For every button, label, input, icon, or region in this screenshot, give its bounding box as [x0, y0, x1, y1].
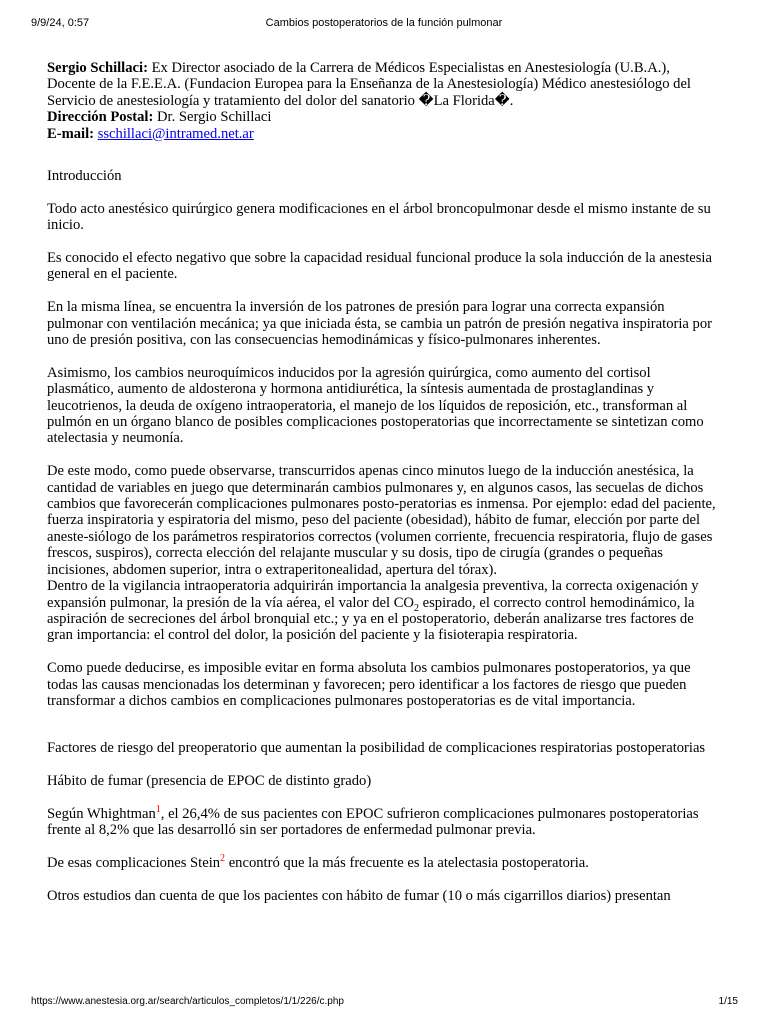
print-header — [0, 0, 768, 40]
paragraph-whightman-b: , el 26,4% de sus pacientes con EPOC sufrieron complicaciones pulmonares postoperatorias frente al 8,2% que las desarrolló sin ser portadores de enfermedad pulmonar previa. — [47, 805, 699, 839]
print-title: Cambios postoperatorios de la función pulmonar — [265, 17, 503, 29]
intro-heading: Introducción — [47, 168, 122, 185]
article-body — [47, 60, 721, 904]
print-footer — [0, 996, 768, 1016]
postal-address-value: Dr. Sergio Schillaci — [156, 109, 272, 126]
subheading-smoking: Hábito de fumar (presencia de EPOC de distinto grado) — [47, 773, 372, 790]
paragraph-4: Asimismo, los cambios neuroquímicos inducidos por la agresión quirúrgica, como aumento del cortisol plasmático, aumento de aldosterona y hormona antidiurética, la síntesis aumentada de prostaglandinas y leucotrienos, la deuda de oxígeno intraoperatoria, el manejo de los líquidos de reposición, etc., transforman al pulmón en un órgano blanco de posibles complicaciones postoperatorias que incorrectamente se sintetizan como atelectasia y neumonía. — [47, 364, 704, 447]
paragraph-6-part-b: espirado, el correcto control hemodinámico, la aspiración de secreciones del árbol bronquial etc.; y ya en el postoperatorio, deberán analizarse tres factores de gran importancia: el control del dolor, la posición del paciente y la fisioterapia respiratoria. — [47, 594, 695, 644]
print-datetime: 9/9/24, 0:57 — [31, 17, 90, 29]
paragraph-2: Es conocido el efecto negativo que sobre la capacidad residual funcional produce la sola inducción de la anestesia general en el paciente. — [47, 250, 712, 283]
paragraph-other-studies: Otros estudios dan cuenta de que los pacientes con hábito de fumar (10 o más cigarrillos diarios) presentan — [47, 887, 671, 904]
paragraph-stein-b: encontró que la más frecuente es la atelectasia postoperatoria. — [225, 855, 589, 872]
email-link[interactable]: sschillaci@intramed.net.ar — [97, 125, 254, 142]
section-heading-risk-factors: Factores de riesgo del preoperatorio que aumentan la posibilidad de complicaciones respiratorias postoperatorias — [47, 740, 706, 757]
author-name-label: Sergio Schillaci: — [47, 60, 148, 76]
paragraph-6 — [47, 578, 721, 644]
paragraph-whightman-a: Según Whightman — [47, 805, 156, 822]
author-bio: Ex Director asociado de la Carrera de Médicos Especialistas en Anestesiología (U.B.A.), Docente de la F.E.E.A. (Fundacion Europea para la Enseñanza de la Anestesiología) Médico anestesiólogo del Servicio de anestesiología y tratamiento del dolor del sanatorio �La Florida�. — [47, 60, 691, 109]
email-line — [47, 126, 721, 142]
author-bio-block — [47, 60, 721, 109]
paragraph-1: Todo acto anestésico quirúrgico genera modificaciones en el árbol broncopulmonar desde el mismo instante de su inicio. — [47, 200, 711, 234]
paragraph-stein-a: De esas complicaciones Stein — [47, 855, 221, 872]
paragraph-5: De este modo, como puede observarse, transcurridos apenas cinco minutos luego de la inducción anestésica, la cantidad de variables en juego que determinarán cambios pulmonares y, en algunos casos, las secuelas de dichos cambios que favorecerán complicaciones pulmonares posto-peratorias es inmensa. Por ejemplo: edad del paciente, fuerza inspiratoria y espiratoria del mismo, peso del paciente (obesidad), hábito de fumar, elección por parte del aneste-siólogo de los parámetros respiratorios correctos (volumen corriente, frecuencia respiratoria, flujo de gases frescos, suspiros), correcta elección del relajante muscular y su dosis, tipo de cirugía (grandes o pequeñas incisiones, abdomen superior, intra o extraperitonealidad, apertura del tórax). — [47, 463, 716, 578]
reference-1[interactable]: 1 — [155, 804, 161, 816]
paragraph-3: En la misma línea, se encuentra la inversión de los patrones de presión para lograr una correcta expansión pulmonar con ventilación mecánica; ya que iniciada ésta, se cambia un patrón de presión negativa inspiratoria por uno de presión positiva, con las consecuencias hemodinámicas y físico-pulmonares inherentes. — [47, 299, 712, 349]
email-label: E-mail: — [47, 125, 95, 142]
co2-subscript: 2 — [413, 602, 419, 614]
paragraph-stein — [47, 855, 721, 871]
page-number: 1/15 — [718, 996, 738, 1007]
reference-2[interactable]: 2 — [220, 853, 226, 865]
paragraph-7: Como puede deducirse, es imposible evitar en forma absoluta los cambios pulmonares postoperatorios, ya que todas las causas mencionadas los determinan y favorecen; pero identificar a los factores de riesgo que pueden transformar a dichos cambios en complicaciones pulmonares postoperatorias es de vital importancia. — [47, 660, 691, 709]
paragraph-whightman — [47, 806, 721, 839]
paragraph-6-part-a: Dentro de la vigilancia intraoperatoria adquirirán importancia la analgesia preventiva, la correcta oxigenación y expansión pulmonar, la presión de la vía aérea, el valor del CO — [47, 578, 699, 611]
footer-url: https://www.anestesia.org.ar/search/articulos_completos/1/1/226/c.php — [31, 996, 344, 1007]
postal-address — [47, 109, 721, 125]
postal-address-label: Dirección Postal: — [47, 109, 154, 126]
